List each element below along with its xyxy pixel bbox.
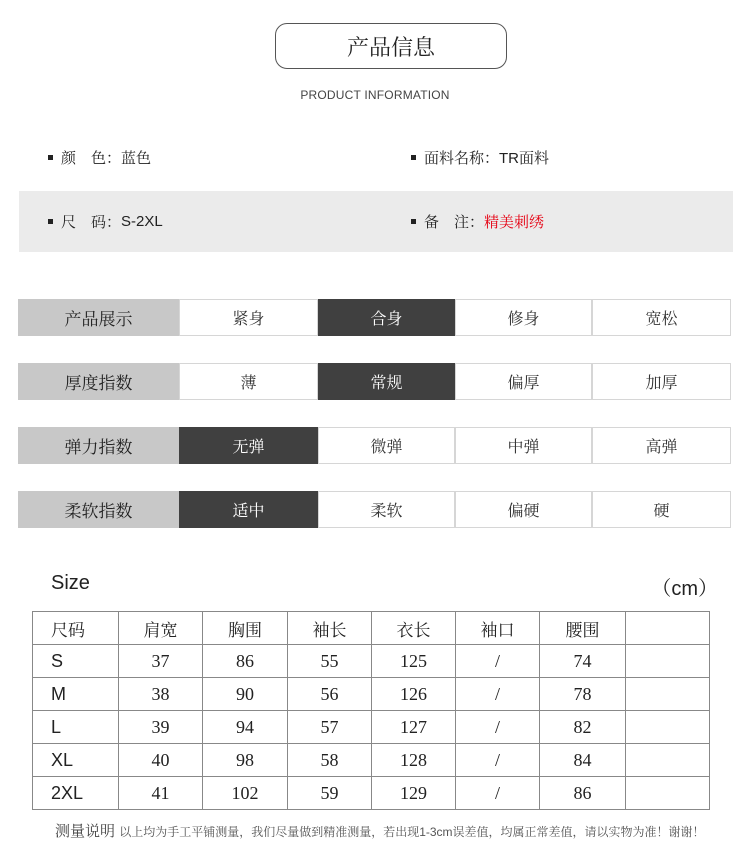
remark-value: 精美刺绣	[484, 214, 545, 231]
table-cell-size: M	[33, 678, 119, 711]
table-cell: 86	[540, 777, 626, 810]
table-header: 腰围	[540, 612, 626, 645]
table-cell: 39	[119, 711, 203, 744]
table-cell	[626, 744, 710, 777]
table-cell: 129	[372, 777, 456, 810]
table-cell-size: S	[33, 645, 119, 678]
table-cell: 74	[540, 645, 626, 678]
table-cell: 55	[288, 645, 372, 678]
bullet-icon	[411, 155, 416, 160]
attr-option: 紧身	[179, 299, 318, 336]
color-value: 蓝色	[121, 150, 152, 167]
attr-option: 硬	[592, 491, 731, 528]
table-cell: 128	[372, 744, 456, 777]
table-cell: /	[456, 678, 540, 711]
table-cell: 94	[203, 711, 288, 744]
table-header: 尺码	[33, 612, 119, 645]
table-cell: 102	[203, 777, 288, 810]
size-table-title: Size	[51, 572, 90, 594]
note-text: 以上均为手工平铺测量，我们尽量做到精准测量，若出现1-3cm误差值，均属正常差值，请以实物为准！谢谢！	[119, 825, 705, 839]
bullet-icon	[411, 219, 416, 224]
table-cell: /	[456, 777, 540, 810]
table-cell: 84	[540, 744, 626, 777]
size-table-unit: （cm）	[651, 578, 718, 600]
section-title: 产品信息	[346, 34, 435, 60]
table-cell	[626, 777, 710, 810]
attr-option: 中弹	[455, 427, 592, 464]
attr-option: 适中	[179, 491, 318, 528]
table-cell: 59	[288, 777, 372, 810]
attr-row-softness	[18, 491, 731, 528]
attr-option: 合身	[318, 299, 455, 336]
note-label: 测量说明	[55, 823, 116, 840]
table-header	[626, 612, 710, 645]
info-remark	[411, 191, 544, 252]
size-label: 尺 码：	[61, 214, 122, 231]
attr-row-elasticity	[18, 427, 731, 464]
fabric-value: TR面料	[499, 150, 550, 167]
attr-row-fit	[18, 299, 731, 336]
size-table	[32, 611, 710, 810]
attr-option: 修身	[455, 299, 592, 336]
table-cell	[626, 678, 710, 711]
attr-label: 弹力指数	[18, 427, 179, 464]
table-cell: 58	[288, 744, 372, 777]
bullet-icon	[48, 155, 53, 160]
table-header-row	[33, 612, 710, 645]
attr-option: 微弹	[318, 427, 455, 464]
info-fabric	[411, 127, 549, 188]
table-row	[33, 744, 710, 777]
attr-option: 高弹	[592, 427, 731, 464]
table-cell: /	[456, 645, 540, 678]
bullet-icon	[48, 219, 53, 224]
table-cell: 56	[288, 678, 372, 711]
table-row	[33, 711, 710, 744]
attr-option: 偏硬	[455, 491, 592, 528]
table-cell: 41	[119, 777, 203, 810]
table-cell: 40	[119, 744, 203, 777]
attr-option: 薄	[179, 363, 318, 400]
table-row	[33, 777, 710, 810]
attr-option: 常规	[318, 363, 455, 400]
table-cell: 37	[119, 645, 203, 678]
table-header: 肩宽	[119, 612, 203, 645]
table-cell: 126	[372, 678, 456, 711]
table-cell-size: 2XL	[33, 777, 119, 810]
table-cell: 90	[203, 678, 288, 711]
fabric-label: 面料名称：	[424, 150, 500, 167]
color-label: 颜 色：	[61, 150, 122, 167]
table-cell	[626, 645, 710, 678]
table-cell: 127	[372, 711, 456, 744]
table-cell: /	[456, 711, 540, 744]
attr-option: 宽松	[592, 299, 731, 336]
size-value: S-2XL	[121, 213, 163, 230]
table-cell: /	[456, 744, 540, 777]
attr-option: 加厚	[592, 363, 731, 400]
table-cell: 57	[288, 711, 372, 744]
info-color	[48, 127, 151, 188]
remark-label: 备 注：	[424, 214, 485, 231]
info-row-1	[19, 127, 733, 188]
table-cell-size: XL	[33, 744, 119, 777]
attr-option: 偏厚	[455, 363, 592, 400]
table-cell: 125	[372, 645, 456, 678]
attr-label: 厚度指数	[18, 363, 179, 400]
section-title-box	[275, 23, 507, 69]
table-cell-size: L	[33, 711, 119, 744]
info-row-2	[19, 191, 733, 252]
attr-row-thickness	[18, 363, 731, 400]
attr-option: 无弹	[179, 427, 318, 464]
table-row	[33, 645, 710, 678]
info-size	[48, 191, 163, 252]
table-cell: 82	[540, 711, 626, 744]
measurement-note	[55, 820, 705, 841]
table-cell: 98	[203, 744, 288, 777]
table-header: 袖长	[288, 612, 372, 645]
attr-label: 柔软指数	[18, 491, 179, 528]
attr-option: 柔软	[318, 491, 455, 528]
table-cell: 78	[540, 678, 626, 711]
table-row	[33, 678, 710, 711]
table-cell: 86	[203, 645, 288, 678]
table-cell: 38	[119, 678, 203, 711]
section-subtitle: PRODUCT INFORMATION	[300, 88, 450, 102]
table-cell	[626, 711, 710, 744]
table-header: 胸围	[203, 612, 288, 645]
table-header: 袖口	[456, 612, 540, 645]
table-header: 衣长	[372, 612, 456, 645]
attr-label: 产品展示	[18, 299, 179, 336]
